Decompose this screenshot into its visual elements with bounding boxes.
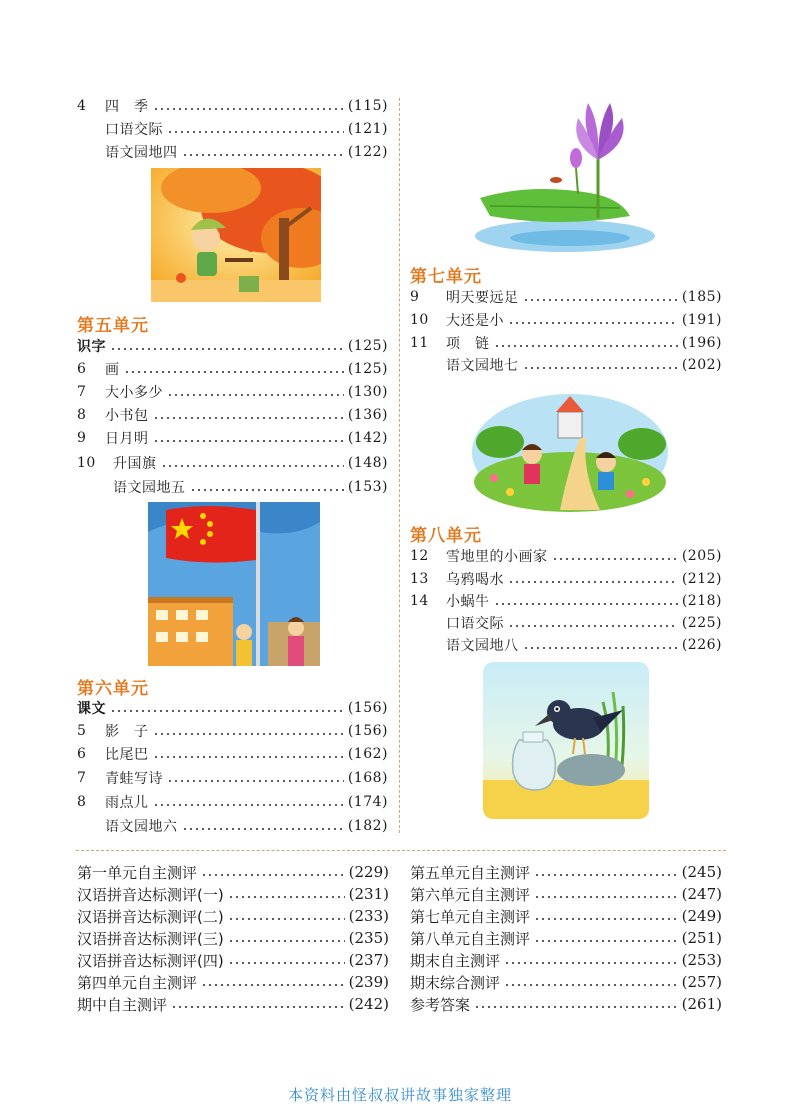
autumn-illustration [151,168,321,302]
crow-drinking-water-illustration [483,662,649,819]
toc-entry[interactable]: 8 雨点儿 (174) [77,794,388,811]
toc-entry[interactable]: 语文园地六 (182) [105,818,388,835]
toc-entry[interactable]: 12 雪地里的小画家 (205) [410,548,722,565]
toc-entry[interactable]: 10 升国旗 (148) [77,455,388,472]
lotus-illustration [470,98,660,256]
toc-entry[interactable]: 7 青蛙写诗 (168) [77,770,388,787]
test-entry[interactable]: 汉语拼音达标测评(一) (231) [77,885,389,904]
toc-entry[interactable]: 口语交际 (121) [105,121,388,138]
test-entry[interactable]: 汉语拼音达标测评(二) (233) [77,907,389,926]
section-divider [76,850,726,851]
toc-entry[interactable]: 9 明天要远足 (185) [410,289,722,306]
toc-entry[interactable]: 语文园地八 (226) [446,637,722,654]
toc-entry[interactable]: 13 乌鸦喝水 (212) [410,571,722,588]
unit-heading: 第六单元 [77,679,149,699]
test-entry[interactable]: 第一单元自主测评 (229) [77,863,389,882]
footer-credit: 本资料由怪叔叔讲故事独家整理 [287,1086,512,1104]
test-entry[interactable]: 参考答案 (261) [410,995,722,1014]
test-entry[interactable]: 第四单元自主测评 (239) [77,973,389,992]
toc-entry[interactable]: 7 大小多少 (130) [77,384,388,401]
toc-entry[interactable]: 6 比尾巴 (162) [77,746,388,763]
test-entry[interactable]: 第八单元自主测评 (251) [410,929,722,948]
flag-raising-illustration [148,502,320,666]
unit-heading: 第八单元 [410,526,482,546]
toc-entry[interactable]: 语文园地五 (153) [113,479,388,496]
test-entry[interactable]: 第七单元自主测评 (249) [410,907,722,926]
test-entry[interactable]: 第六单元自主测评 (247) [410,885,722,904]
toc-section[interactable]: 识字 (125) [77,338,388,355]
unit-heading: 第七单元 [410,267,482,287]
test-entry[interactable]: 期末综合测评 (257) [410,973,722,992]
toc-entry[interactable]: 语文园地四 (122) [105,144,388,161]
test-entry[interactable]: 汉语拼音达标测评(三) (235) [77,929,389,948]
test-entry[interactable]: 第五单元自主测评 (245) [410,863,722,882]
toc-entry[interactable]: 4 四 季 (115) [77,98,388,115]
test-entry[interactable]: 期末自主测评 (253) [410,951,722,970]
toc-entry[interactable]: 语文园地七 (202) [446,357,722,374]
test-entry[interactable]: 期中自主测评 (242) [77,995,389,1014]
toc-entry[interactable]: 5 影 子 (156) [77,723,388,740]
toc-entry[interactable]: 11 项 链 (196) [410,335,722,352]
toc-entry[interactable]: 10 大还是小 (191) [410,312,722,329]
toc-section[interactable]: 课文 (156) [77,700,388,717]
toc-entry[interactable]: 9 日月明 (142) [77,430,388,447]
unit-heading: 第五单元 [77,316,149,336]
toc-entry[interactable]: 口语交际 (225) [446,615,722,632]
children-outing-illustration [470,382,670,512]
toc-entry[interactable]: 8 小书包 (136) [77,407,388,424]
toc-entry[interactable]: 14 小蜗牛 (218) [410,593,722,610]
toc-entry[interactable]: 6 画 (125) [77,361,388,378]
test-entry[interactable]: 汉语拼音达标测评(四) (237) [77,951,389,970]
column-divider [399,98,400,833]
